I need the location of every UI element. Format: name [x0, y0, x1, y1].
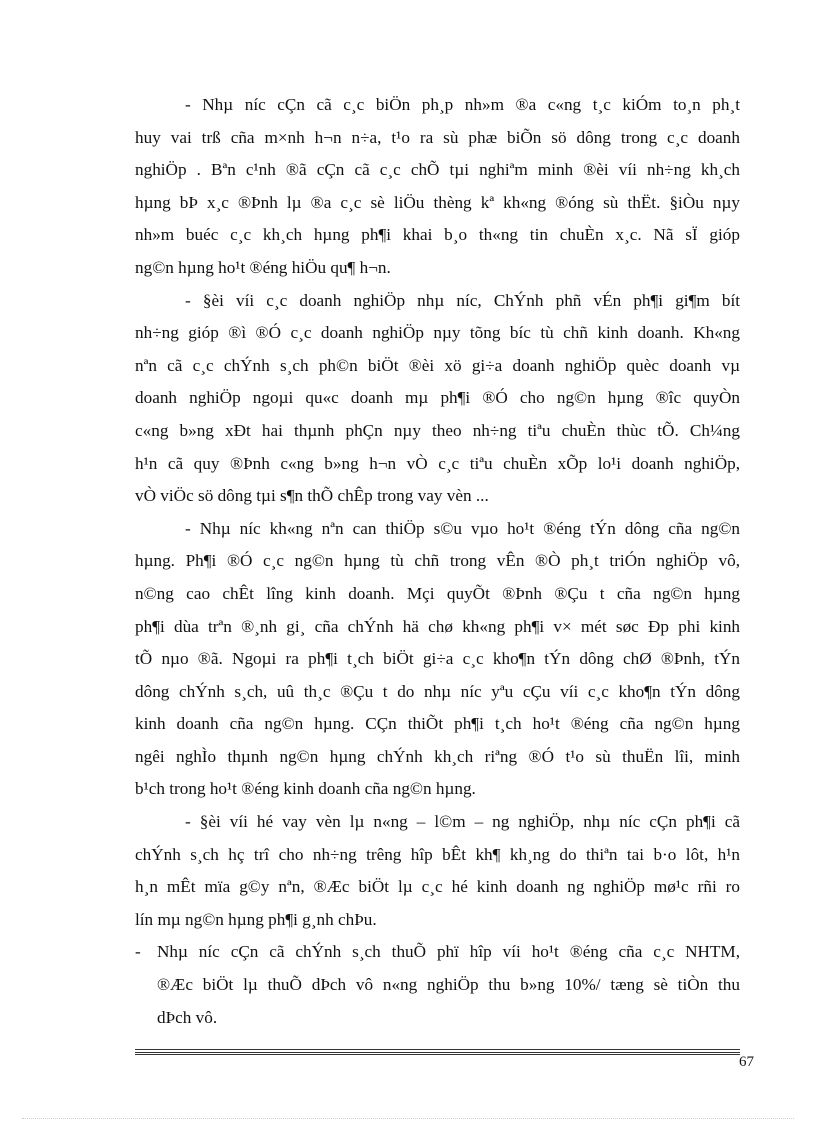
- text-line: - Nhµ níc kh«ng nªn can thiÖp s©u vµo ho¹t ®éng tÝn dông cña ng©n: [185, 518, 740, 538]
- text-line: ng©n hµng ho¹t ®éng hiÖu qu¶ h¬n.: [135, 257, 391, 277]
- paragraph-state-intervention: [135, 513, 740, 806]
- bullet-text: Nhµ níc cÇn cã chÝnh s¸ch thuÕ phï hîp víi ho¹t ®éng cña c¸c NHTM,: [157, 942, 740, 962]
- page-edge-divider: [22, 1118, 794, 1119]
- text-line: h¹n cã quy ®Þnh c«ng b»ng h¬n vÒ c¸c tiªu chuÈn xÕp lo¹i doanh nghiÖp,: [135, 453, 740, 473]
- text-line: hµng bÞ x¸c ®Þnh lµ ®a c¸c sè liÖu thèng kª kh«ng ®óng sù thËt. §iÒu nµy: [135, 192, 740, 212]
- text-line: dông chÝnh s¸ch, uû th¸c ®Çu t do nhµ níc yªu cÇu víi c¸c kho¶n tÝn dông: [135, 681, 740, 701]
- text-line: lín mµ ng©n hµng ph¶i g¸nh chÞu.: [135, 909, 377, 929]
- text-line: b¹ch trong ho¹t ®éng kinh doanh cña ng©n hµng.: [135, 779, 476, 799]
- paragraph-state-enterprises: [135, 285, 740, 513]
- text-line: tÕ nµo ®ã. Ngoµi ra ph¶i t¸ch biÖt gi÷a c¸c kho¶n tÝn dông chØ ®Þnh, tÝn: [135, 649, 740, 669]
- bullet-dash: -: [135, 942, 141, 962]
- body-text: [135, 89, 740, 1034]
- footer-rule: [135, 1049, 740, 1050]
- paragraph-agriculture-households: [135, 806, 740, 936]
- text-line: chÝnh s¸ch hç trî cho nh÷ng trêng hîp bÊt kh¶ kh¸ng do thiªn tai b·o lôt, h¹n: [135, 844, 740, 864]
- text-line: - §èi víi hé vay vèn lµ n«ng – l©m – ng nghiÖp, nhµ níc cÇn ph¶i cã: [185, 812, 740, 832]
- footer-rule: [135, 1054, 740, 1055]
- text-line: ®Æc biÖt lµ thuÕ dÞch vô n«ng nghiÖp thu b»ng 10%/ tæng sè tiÒn thu: [157, 975, 740, 995]
- text-line: - Nhµ níc cÇn cã c¸c biÖn ph¸p nh»m ®a c«ng t¸c kiÓm to¸n ph¸t: [185, 95, 740, 114]
- text-line: nh»m buéc c¸c kh¸ch hµng ph¶i khai b¸o th«ng tin chuÈn x¸c. Nã sÏ gióp: [135, 225, 740, 245]
- footer-rule: [135, 1052, 740, 1053]
- text-line: ph¶i dùa trªn ®¸nh gi¸ cña chÝnh hä chø kh«ng ph¶i v× mét søc Ðp phi kinh: [135, 616, 740, 636]
- text-line: nh÷ng gióp ®ì ®Ó c¸c doanh nghiÖp nµy tõng bíc tù chñ kinh doanh. Kh«ng: [135, 323, 740, 343]
- text-line: ngêi nghÌo thµnh ng©n hµng chÝnh kh¸ch riªng ®Ó t¹o sù thuËn lîi, minh: [135, 746, 740, 766]
- text-line: - §èi víi c¸c doanh nghiÖp nhµ níc, ChÝnh phñ vÉn ph¶i gi¶m bít: [185, 290, 740, 310]
- paragraph-credit-audit: [135, 89, 740, 285]
- text-line: huy vai trß cña m×nh h¬n n÷a, t¹o ra sù phæ biÕn sö dông trong c¸c doanh: [135, 127, 740, 147]
- text-line: h¸n mÊt mïa g©y nªn, ®Æc biÖt lµ c¸c hé kinh doanh ng nghiÖp mø¹c rñi ro: [135, 877, 740, 897]
- page-number: 67: [739, 1054, 754, 1070]
- text-line: dÞch vô.: [157, 1007, 218, 1027]
- paragraph-tax-policy: [135, 936, 740, 1034]
- text-line: hµng. Ph¶i ®Ó c¸c ng©n hµng tù chñ trong vÊn ®Ò ph¸t triÓn nghiÖp vô,: [135, 551, 740, 571]
- text-line: n©ng cao chÊt lîng kinh doanh. Mçi quyÕt ®Þnh ®Çu t cña ng©n hµng: [135, 583, 740, 603]
- text-line: kinh doanh cña ng©n hµng. CÇn thiÕt ph¶i t¸ch ho¹t ®éng cña ng©n hµng: [135, 714, 740, 734]
- text-line: nªn cã c¸c chÝnh s¸ch ph©n biÖt ®èi xö gi÷a doanh nghiÖp quèc doanh vµ: [135, 355, 740, 375]
- text-line: [135, 936, 740, 969]
- text-line: vÒ viÖc sö dông tµi s¶n thÕ chÊp trong vay vèn ...: [135, 486, 489, 506]
- text-line: c«ng b»ng xÐt hai thµnh phÇn nµy theo nh÷ng tiªu chuÈn thùc tÕ. Ch¼ng: [135, 420, 740, 440]
- text-line: doanh nghiÖp ngoµi qu«c doanh mµ ph¶i ®Ó cho ng©n hµng ®îc quyÒn: [135, 388, 740, 408]
- text-line: nghiÖp . Bªn c¹nh ®ã cÇn cã c¸c chÕ tµi nghiªm minh ®èi víi nh÷ng kh¸ch: [135, 160, 740, 180]
